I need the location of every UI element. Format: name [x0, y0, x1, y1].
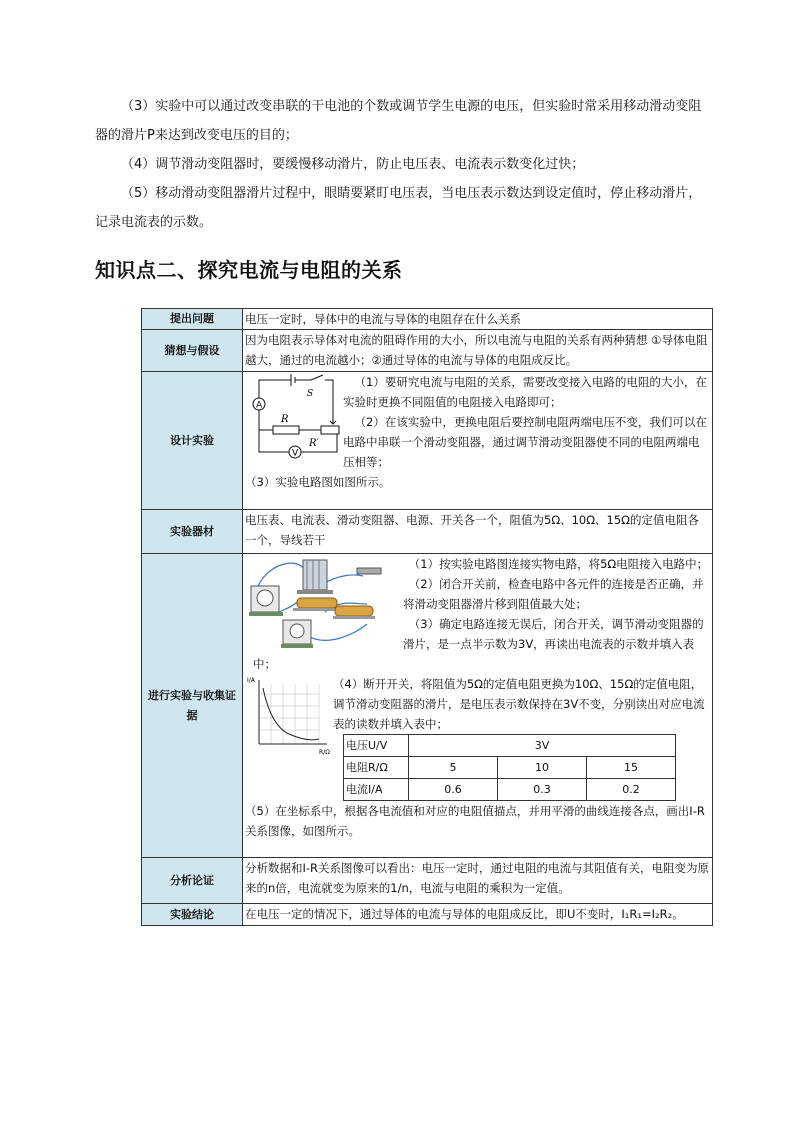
procedure-step-1: （1）按实验电路图连接实物电路，将5Ω电阻接入电路中； [408, 557, 709, 571]
row-hypothesis [142, 330, 713, 372]
intro-paragraphs [95, 92, 710, 237]
row-content: 因为电阻表示导体对电流的阻碍作用的大小，所以电流与电阻的关系有两种猜想 ①导体电阻越大，通过的电流越小；②通过导体的电流与导体的电阻成反比。 [243, 330, 713, 372]
resistor-label: R [281, 414, 289, 425]
intro-paragraph-4: （4）调节滑动变阻器时，要缓慢移动滑片，防止电压表、电流表示数变化过快； [121, 157, 585, 172]
data-cell: 0.6 [409, 779, 498, 801]
data-table [343, 734, 676, 801]
row-content: 在电压一定的情况下，通过导体的电流与导体的电阻成反比，即U不变时，I₁R₁=I₂R₂。 [243, 904, 713, 926]
row-content [243, 554, 713, 858]
row-conclusion [142, 904, 713, 926]
procedure-step-2: （2）闭合开关前，检查电路中各元件的连接是否正确，并将滑动变阻器滑片移到阻值最大处； [403, 577, 704, 611]
data-head: 电流I/A [344, 779, 409, 801]
data-cell: 10 [498, 757, 587, 779]
intro-paragraph-5: （5）移动滑动变阻器滑片过程中，眼睛要紧盯电压表，当电压表示数达到设定值时，停止移动滑片，记录电流表的示数。 [95, 186, 702, 230]
rheostat-label: R′ [309, 438, 319, 449]
data-cell: 0.3 [498, 779, 587, 801]
design-step-3: （3）实验电路图如图所示。 [245, 475, 391, 489]
graph-x-label: R/Ω [319, 749, 330, 756]
procedure-step-4: （4）断开开关，将阻值为5Ω的定值电阻更换为10Ω、15Ω的定值电阻，调节滑动变阻器的滑片，是电压表示数保持在3V不变，分别读出对应电流表的读数并填入表中； [333, 677, 705, 731]
row-content [243, 372, 713, 510]
row-content: 电压一定时，导体中的电流与导体的电阻存在什么关系 [243, 309, 713, 330]
data-row-current [344, 779, 676, 801]
data-row-resistance [344, 757, 676, 779]
data-head: 电阻R/Ω [344, 757, 409, 779]
circuit-diagram [245, 372, 343, 468]
row-procedure [142, 554, 713, 858]
data-row-voltage [344, 735, 676, 757]
procedure-step-3: （3）确定电路连接无误后，闭合开关，调节滑动变阻器的滑片，是一点半示数为3V，再读出电流表的示数并填入表中； [253, 617, 704, 671]
switch-label: S [307, 389, 314, 399]
ammeter-label: A [256, 400, 263, 411]
data-head: 电压U/V [344, 735, 409, 757]
section-heading: 知识点二、探究电流与电阻的关系 [95, 258, 403, 282]
procedure-step-5: （5）在坐标系中，根据各电流值和对应的电阻值描点，并用平滑的曲线连接各点，画出I-R关系图像，如图所示。 [245, 804, 705, 838]
row-equipment [142, 510, 713, 554]
row-question [142, 309, 713, 330]
data-cell: 15 [587, 757, 676, 779]
data-cell: 5 [409, 757, 498, 779]
row-label: 提出问题 [142, 309, 243, 330]
circuit-diagram-icon [245, 372, 343, 468]
voltmeter-label: V [292, 448, 299, 459]
row-label: 分析论证 [142, 858, 243, 904]
graph-y-label: I/A [247, 677, 255, 684]
i-r-graph [245, 674, 333, 758]
apparatus-icon [245, 554, 403, 654]
row-label: 设计实验 [142, 372, 243, 510]
intro-paragraph-3: （3）实验中可以通过改变串联的干电池的个数或调节学生电源的电压，但实验时常采用移动滑动变阻器的滑片P来达到改变电压的目的； [95, 99, 702, 143]
apparatus-photo [245, 554, 403, 654]
experiment-table [141, 308, 713, 926]
row-content: 分析数据和I-R关系图像可以看出：电压一定时，通过电阻的电流与其阻值有关，电阻变为原来的n倍，电流就变为原来的1/n，电流与电阻的乘积为一定值。 [243, 858, 713, 904]
row-label: 猜想与假设 [142, 330, 243, 372]
data-cell: 0.2 [587, 779, 676, 801]
row-analysis [142, 858, 713, 904]
row-label: 实验器材 [142, 510, 243, 554]
row-design [142, 372, 713, 510]
i-r-graph-icon [245, 674, 333, 758]
design-step-2: （2）在该实验中，更换电阻后要控制电阻两端电压不变，我们可以在电路中串联一个滑动变阻器，通过调节滑动变阻器使不同的电阻两端电压相等； [343, 415, 707, 469]
row-label: 进行实验与收集证据 [142, 554, 243, 858]
row-content: 电压表、电流表、滑动变阻器、电源、开关各一个，阻值为5Ω、10Ω、15Ω的定值电阻各一个，导线若干 [243, 510, 713, 554]
design-step-1: （1）要研究电流与电阻的关系，需要改变接入电路的电阻的大小，在实验时更换不同阻值的电阻接入电路即可； [343, 375, 707, 409]
row-label: 实验结论 [142, 904, 243, 926]
data-cell: 3V [409, 735, 676, 757]
